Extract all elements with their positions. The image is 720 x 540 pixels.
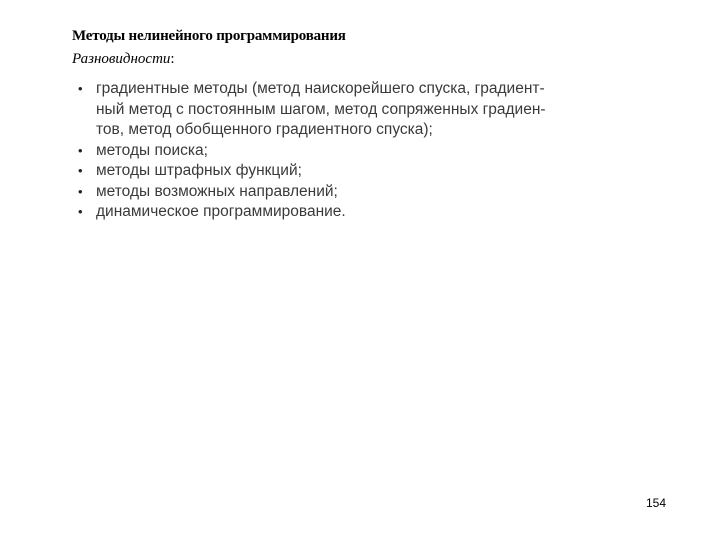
slide-subtitle [72, 51, 175, 68]
page-number: 154 [646, 496, 667, 510]
bullet-icon: • [78, 142, 83, 158]
methods-list [76, 79, 616, 223]
list-item-line: тов, метод обобщенного градиентного спуска); [96, 121, 433, 138]
list-item-line: методы штрафных функций; [96, 162, 302, 179]
slide-title: Методы нелинейного программирования [72, 28, 346, 44]
subtitle-text: Разновидности [72, 51, 171, 67]
list-item-line: методы возможных направлений; [96, 182, 338, 200]
list-item [76, 79, 616, 141]
list-item [76, 161, 616, 182]
list-item-line: градиентные методы (метод наискорейшего спуска, градиент- [96, 80, 545, 97]
subtitle-colon: : [170, 51, 175, 67]
bullet-icon: • [78, 204, 83, 219]
list-item [76, 141, 616, 162]
bullet-icon: • [78, 81, 83, 96]
bullet-icon: • [78, 163, 83, 178]
list-item [76, 182, 616, 203]
list-item-line: динамическое программирование. [96, 203, 346, 220]
list-item-line: методы поиска; [96, 141, 208, 159]
bullet-icon: • [78, 183, 83, 199]
list-item [76, 202, 616, 223]
list-item-line: ный метод с постоянным шагом, метод сопряженных градиен- [96, 100, 546, 118]
